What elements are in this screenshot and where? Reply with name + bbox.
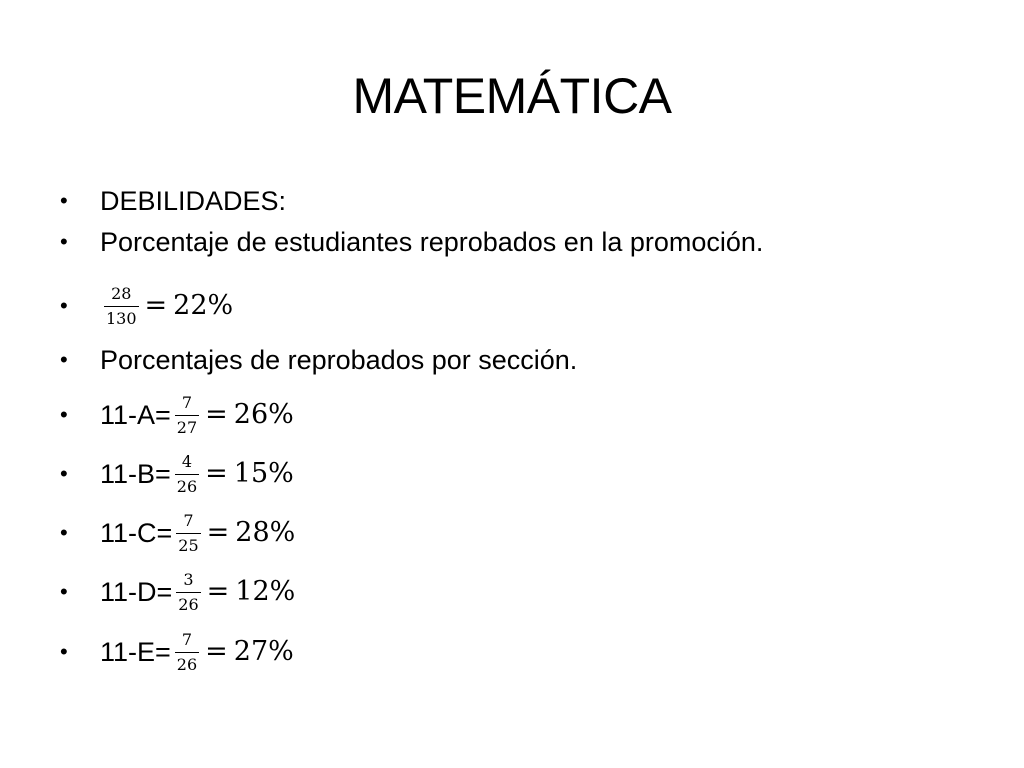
percentage-result: 28% [235, 517, 296, 548]
fraction-denominator: 130 [106, 308, 137, 328]
fraction [175, 453, 199, 496]
bullet-marker: • [60, 639, 68, 664]
section-label: 11-E= [100, 637, 171, 667]
bullet-item-porcentajes-seccion [60, 340, 577, 380]
percentage-result: 12% [235, 576, 296, 607]
fraction-denominator: 26 [176, 654, 198, 674]
equals-sign: = [205, 399, 228, 430]
bullet-item-section-11a [60, 392, 294, 437]
percentage-result: 26% [233, 399, 294, 430]
fraction-denominator: 26 [178, 594, 199, 614]
bullet-item-section-11b [60, 451, 294, 496]
math-expression [100, 631, 294, 674]
bullet-marker: • [60, 293, 68, 318]
math-expression [100, 285, 233, 328]
fraction [175, 394, 199, 437]
percentage-result: 27% [233, 636, 294, 667]
fraction-numerator: 7 [181, 629, 193, 649]
equals-sign: = [206, 517, 230, 548]
equals-sign: = [205, 458, 228, 489]
bullet-marker: • [60, 520, 68, 545]
math-expression [100, 571, 295, 614]
fraction-numerator: 7 [183, 510, 194, 530]
math-expression [100, 394, 294, 437]
bullet-text: Porcentajes de reprobados por sección. [100, 345, 578, 375]
fraction-numerator: 3 [183, 569, 194, 589]
bullet-marker: • [60, 188, 68, 213]
percentage-result: 22% [173, 290, 234, 321]
fraction-denominator: 26 [176, 476, 198, 496]
bullet-item-porcentaje-promocion [60, 222, 763, 262]
section-label: 11-B= [100, 459, 171, 489]
fraction-denominator: 25 [178, 535, 199, 555]
percentage-result: 15% [233, 458, 294, 489]
fraction [104, 285, 139, 328]
bullet-item-promocion-fraction [60, 283, 234, 328]
bullet-text: DEBILIDADES: [100, 186, 287, 216]
bullet-item-section-11e [60, 629, 294, 674]
equals-sign: = [206, 576, 230, 607]
math-expression [100, 453, 294, 496]
bullet-marker: • [60, 229, 68, 254]
section-label: 11-D= [100, 577, 173, 607]
fraction [176, 512, 200, 555]
bullet-marker: • [60, 347, 68, 372]
slide-title: MATEMÁTICA [352, 68, 672, 124]
bullet-item-section-11c [60, 510, 296, 555]
bullet-item-debilidades [60, 181, 286, 221]
section-label: 11-A= [100, 400, 171, 430]
math-expression [100, 512, 295, 555]
bullet-marker: • [60, 461, 68, 486]
fraction-numerator: 7 [181, 392, 193, 412]
equals-sign: = [205, 636, 228, 667]
fraction-numerator: 28 [111, 283, 132, 303]
bullet-marker: • [60, 402, 68, 427]
section-label: 11-C= [100, 518, 173, 548]
fraction-numerator: 4 [181, 451, 193, 471]
bullet-item-section-11d [60, 569, 296, 614]
fraction [175, 631, 199, 674]
bullet-marker: • [60, 579, 68, 604]
equals-sign: = [144, 290, 168, 321]
bullet-text: Porcentaje de estudiantes reprobados en la promoción. [100, 227, 764, 257]
fraction-denominator: 27 [176, 417, 198, 437]
fraction [176, 571, 200, 614]
